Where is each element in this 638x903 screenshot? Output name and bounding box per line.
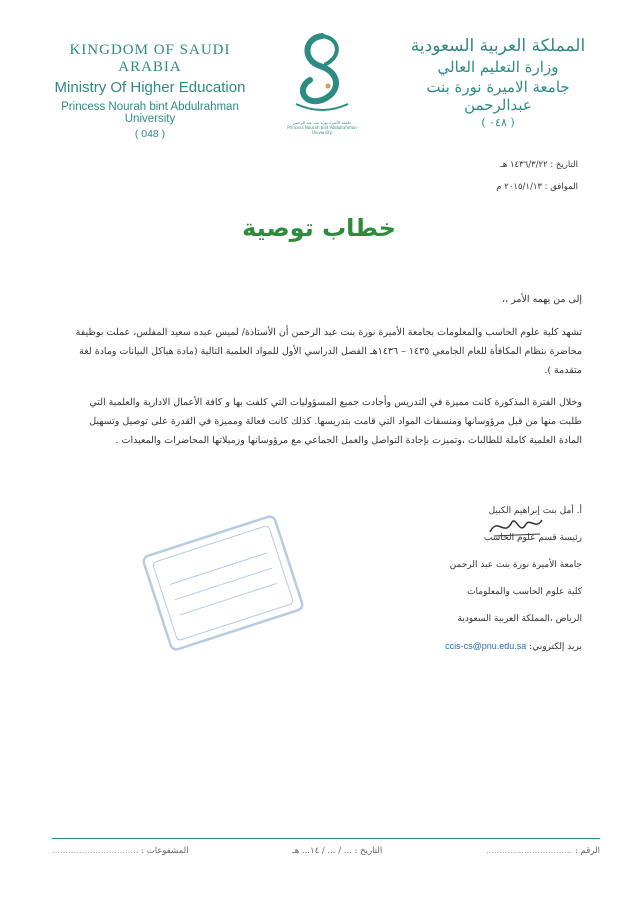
signatory-name: أ. أمل بنت إبراهيم الكبيل: [488, 506, 582, 516]
header-english: [40, 42, 260, 140]
signature-block: [445, 498, 582, 661]
footer-number: الرقم : ................................: [485, 846, 600, 856]
footer-divider: [52, 838, 600, 839]
ministry-en: Ministry Of Higher Education: [54, 79, 246, 96]
code-en: ( 048 ): [134, 128, 166, 140]
salutation: إلى من يهمه الأمر ،،: [502, 294, 582, 305]
date-label: التاريخ :: [354, 846, 383, 856]
kingdom-ar: المملكة العربية السعودية: [410, 36, 586, 56]
date-value: ... / ... / ١٤... هـ: [292, 846, 352, 856]
signatory-university: جامعة الأميرة نورة بنت عبد الرحمن: [449, 560, 582, 570]
logo-caption-ar: جامعة الأميرة نورة بنت عبد الرحمن: [292, 120, 352, 125]
email-link[interactable]: ccis-cs@pnu.edu.sa: [445, 641, 527, 651]
paragraph-1: تشهد كلية علوم الحاسب والمعلومات بجامعة الأميرة نورة بنت عبد الرحمن أن الأستاذة/ لميس عبده سعيد المفلس، عملت بوظيفة محاضرة بنظام المكافأة للعام الجامعي ١٤٣٥ – ١٤٣٦هـ الفصل الدراسي الأول للمواد العلمية التالية (مادة هياكل البيانات ومادة لغة متقدمة ).: [75, 327, 582, 376]
signatory-location: الرياض ،المملكة العربية السعودية: [457, 614, 582, 624]
email-label: بريد إلكتروني:: [529, 642, 582, 652]
date-block: [496, 160, 578, 204]
number-label: الرقم :: [575, 846, 600, 856]
logo-caption-en: Princess Nourah bint Abdulrahman University: [287, 125, 357, 135]
hijri-date: التاريخ : ١٤٣٦/٣/٢٢ هـ: [500, 160, 578, 170]
footer-attachments: المشفوعات : ................................: [52, 846, 189, 856]
footer-date: [292, 846, 382, 856]
signatory-college: كلية علوم الحاسب والمعلومات: [467, 587, 582, 597]
university-logo: [282, 30, 362, 135]
footer: [52, 846, 600, 856]
logo-icon: [282, 30, 362, 116]
signatory-position: رئيسة قسم علوم الحاسب: [483, 533, 582, 543]
gregorian-date: الموافق : ٢٠١٥/١/١٣ م: [496, 182, 578, 192]
signatory-email-row: [445, 633, 582, 661]
letter-title: خطاب توصية: [242, 214, 396, 242]
university-ar: جامعة الاميرة نورة بنت عبدالرحمن: [426, 78, 570, 114]
header-arabic: [398, 36, 598, 129]
kingdom-en: KINGDOM OF SAUDI ARABIA: [69, 42, 231, 75]
official-stamp-icon: [135, 508, 312, 659]
paragraph-2: وخلال الفترة المذكورة كانت مميزة في التدريس وأجادت جميع المسؤوليات التي كلفت بها و كافة الأعمال الادارية والعلمية التي طلبت منها من قبل مرؤوسانها ومنسقات المواد التي قامت بتدريسها. كذلك كانت فعالة ومميزة في القدرة على توصيل وتسهيل المادة العلمية كاملة للطالبات ،وتميزت بإجادة التواصل والعمل الجماعي مع مرؤوسانها وزميلاتها المحاضرات والمعيدات .: [89, 397, 582, 446]
university-en: Princess Nourah bint Abdulrahman University: [61, 101, 239, 125]
ministry-ar: وزارة التعليم العالي: [437, 58, 559, 76]
code-ar: ( ٠٤٨ ): [481, 116, 515, 129]
attachments-label: المشفوعات :: [141, 846, 189, 856]
